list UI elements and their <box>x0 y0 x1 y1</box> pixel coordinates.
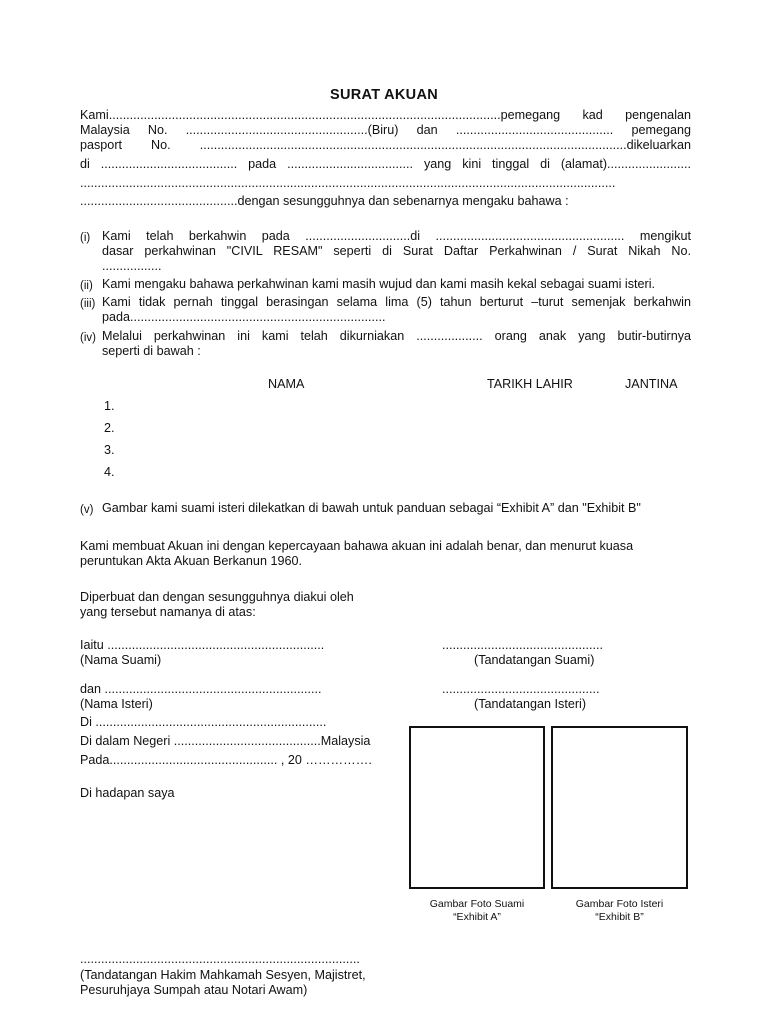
item-line: Kami mengaku bahawa perkahwinan kami masih wujud dan kami masih kekal sebagai suami isteri. <box>102 277 655 291</box>
diperbuat-line: Diperbuat dan dengan sesungguhnya diakui oleh <box>80 590 354 604</box>
item-text <box>102 329 691 359</box>
item-number: (ii) <box>80 280 93 292</box>
caption-line: “Exhibit B” <box>595 911 644 923</box>
declaration-text <box>80 539 633 569</box>
husband-name-field[interactable]: Iaitu .............................................................. <box>80 638 325 652</box>
item-line: dasar perkahwinan "CIVIL RESAM" seperti di Surat Daftar Perkahwinan / Surat Nikah No. <box>102 244 691 258</box>
officer-line: Pesuruhjaya Sumpah atau Notari Awam) <box>80 983 308 997</box>
location-field[interactable]: Di .................................................................. <box>80 715 327 729</box>
state-field[interactable]: Di dalam Negeri ..........................................Malaysia <box>80 734 371 748</box>
declaration-line: Kami membuat Akuan ini dengan kepercayaan bahawa akuan ini adalah benar, dan menurut kuasa <box>80 539 634 553</box>
document-title: SURAT AKUAN <box>329 87 438 103</box>
column-header-tarikh-lahir: TARIKH LAHIR <box>487 377 573 391</box>
item-line: Gambar kami suami isteri dilekatkan di bawah untuk panduan sebagai “Exhibit A” dan "Exhibit B" <box>102 501 641 515</box>
wife-signature-label: (Tandatangan Isteri) <box>474 697 587 711</box>
column-header-jantina: JANTINA <box>625 377 678 391</box>
husband-signature-field[interactable]: .............................................. <box>442 638 603 652</box>
husband-signature-label: (Tandatangan Suami) <box>474 653 595 667</box>
item-text <box>102 295 691 325</box>
intro-paragraph-cont2 <box>80 176 691 209</box>
item-line: seperti di bawah : <box>102 344 201 358</box>
child-row-number: 2. <box>104 421 115 435</box>
item-number: (iv) <box>80 332 96 344</box>
diperbuat-line: yang tersebut namanya di atas: <box>80 605 256 619</box>
item-line: ................. <box>102 259 162 273</box>
husband-photo-caption <box>409 898 545 924</box>
item-text <box>102 277 691 292</box>
husband-name-label: (Nama Suami) <box>80 653 162 667</box>
intro-line-4: di ....................................... pada .................................... yang kini tinggal di (alamat)........................ <box>80 157 691 171</box>
intro-line-3: pasport No. ..........................................................................................................................dikeluarkan <box>80 138 691 152</box>
intro-line-5: ......................................................................................................................................................... <box>80 176 616 190</box>
item-line: pada......................................................................... <box>102 310 386 324</box>
intro-line-6: .............................................dengan sesungguhnya dan sebenarnya mengaku bahawa : <box>80 194 569 208</box>
item-number: (i) <box>80 232 91 244</box>
child-row-number: 4. <box>104 465 115 479</box>
caption-line: Gambar Foto Suami <box>429 898 525 910</box>
officer-signature-label <box>80 968 366 998</box>
intro-paragraph <box>80 108 691 153</box>
declaration-line: peruntukan Akta Akuan Berkanun 1960. <box>80 554 302 568</box>
wife-signature-field[interactable]: ............................................. <box>442 682 600 696</box>
date-field[interactable]: Pada................................................ , 20 ……………. <box>80 753 372 767</box>
intro-line-2: Malaysia No. ....................................................(Biru) dan ............................................. pemegang <box>80 123 691 137</box>
column-header-nama: NAMA <box>268 377 305 391</box>
wife-photo-caption <box>551 898 688 924</box>
officer-line: (Tandatangan Hakim Mahkamah Sesyen, Majistret, <box>80 968 366 982</box>
wife-photo-box <box>551 726 688 889</box>
officer-signature-field[interactable]: ................................................................................ <box>80 952 360 966</box>
di-hadapan-saya: Di hadapan saya <box>80 786 175 800</box>
item-line: Kami tidak pernah tinggal berasingan selama lima (5) tahun berturut –turut semenjak berkahwin <box>102 295 691 309</box>
husband-photo-box <box>409 726 545 889</box>
child-row-number: 3. <box>104 443 115 457</box>
item-line: Kami telah berkahwin pada ..............................di ...................................................... mengikut <box>102 229 691 243</box>
caption-line: Gambar Foto Isteri <box>575 898 664 910</box>
caption-line: “Exhibit A” <box>453 911 501 923</box>
wife-name-field[interactable]: dan .............................................................. <box>80 682 322 696</box>
child-row-number: 1. <box>104 399 115 413</box>
item-text <box>102 501 691 516</box>
item-text <box>102 229 691 274</box>
wife-name-label: (Nama Isteri) <box>80 697 153 711</box>
item-line: Melalui perkahwinan ini kami telah dikurniakan ................... orang anak yang butir-butirnya <box>102 329 691 343</box>
item-number: (iii) <box>80 298 96 310</box>
intro-line-1: Kami................................................................................................................pemegang kad pengenalan <box>80 108 691 122</box>
intro-paragraph-cont <box>80 157 691 172</box>
item-number: (v) <box>80 504 94 516</box>
diperbuat-text <box>80 590 354 620</box>
